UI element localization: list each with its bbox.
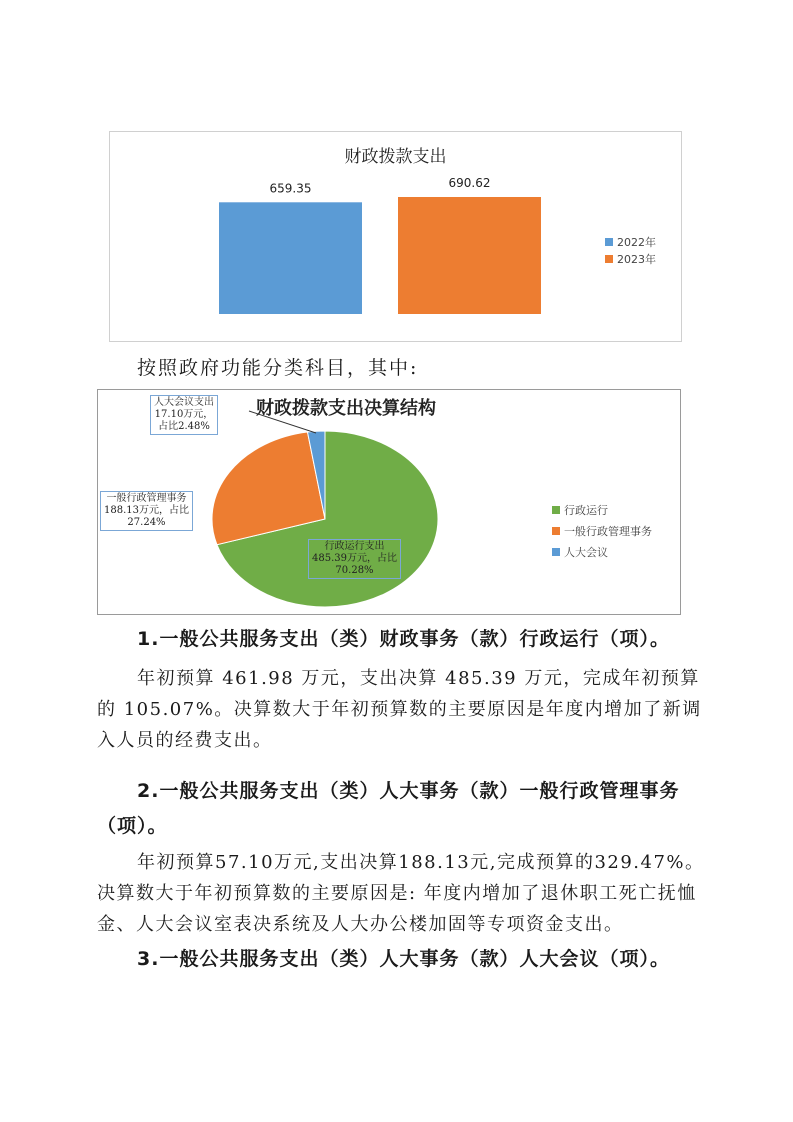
callout-admin-operation xyxy=(308,539,401,579)
legend-label-operation: 行政运行 xyxy=(564,503,608,517)
section-2-paragraph: 年初预算57.10万元,支出决算188.13元,完成预算的329.47%。决算数大于年初预算数的主要原因是: 年度内增加了退休职工死亡抚恤金、人大会议室表决系统及人大办公楼加固等专项资金支出。 xyxy=(97,852,705,935)
section-1-heading: 1.一般公共服务支出（类）财政事务（款）行政运行（项）。 xyxy=(137,628,670,650)
bar-chart-title: 财政拨款支出 xyxy=(344,147,447,167)
legend-swatch-2023 xyxy=(605,255,613,263)
callout-npc-line1: 人大会议支出 xyxy=(154,397,214,408)
section-2-heading-line1: 2.一般公共服务支出（类）人大事务（款）一般行政管理事务 xyxy=(137,780,680,802)
pie-chart-legend xyxy=(552,499,652,562)
callout-operation-line1: 行政运行支出 xyxy=(324,541,385,552)
callout-operation-line2: 485.39万元，占比 xyxy=(312,553,397,564)
legend-label-2023: 2023年 xyxy=(617,252,656,266)
legend-item-2022 xyxy=(605,233,656,250)
bar-chart-legend xyxy=(605,233,656,267)
section-1-paragraph: 年初预算 461.98 万元，支出决算 485.39 万元，完成年初预算的 105.07%。决算数大于年初预算数的主要原因是年度内增加了新调入人员的经费支出。 xyxy=(97,668,702,751)
callout-admin-line2: 188.13万元，占比 xyxy=(104,505,189,516)
legend-swatch-general-admin xyxy=(552,527,560,535)
callout-npc-line3: 占比2.48% xyxy=(158,421,210,432)
bar-data-label-2022年: 659.35 xyxy=(269,181,312,196)
callout-npc-line2: 17.10万元， xyxy=(154,409,214,420)
section-3-heading: 3.一般公共服务支出（类）人大事务（款）人大会议（项）。 xyxy=(137,948,670,970)
legend-label-general-admin: 一般行政管理事务 xyxy=(564,524,652,538)
legend-label-npc-meeting: 人大会议 xyxy=(564,545,608,559)
section-2-heading-line2: （项）。 xyxy=(97,815,168,837)
callout-admin-line1: 一般行政管理事务 xyxy=(106,493,187,504)
bar-2023年 xyxy=(398,197,541,314)
pie-chart-expenditure-structure xyxy=(97,389,681,615)
callout-npc-meeting xyxy=(150,395,218,435)
legend-item-operation xyxy=(552,499,652,520)
legend-label-2022: 2022年 xyxy=(617,235,656,249)
callout-admin-line3: 27.24% xyxy=(127,517,166,528)
legend-item-npc-meeting xyxy=(552,541,652,562)
legend-swatch-2022 xyxy=(605,238,613,246)
bar-data-label-2023年: 690.62 xyxy=(448,176,491,190)
intro-text: 按照政府功能分类科目，其中: xyxy=(137,357,419,379)
callout-operation-line3: 70.28% xyxy=(335,565,374,576)
bar-chart-fiscal-expenditure xyxy=(109,131,682,342)
callout-general-admin xyxy=(100,491,193,531)
bar-2022年 xyxy=(219,202,362,314)
pie-chart-title: 财政拨款支出决算结构 xyxy=(256,398,436,419)
legend-item-general-admin xyxy=(552,520,652,541)
legend-swatch-operation xyxy=(552,506,560,514)
legend-swatch-npc-meeting xyxy=(552,548,560,556)
legend-item-2023 xyxy=(605,250,656,267)
bar-chart-plot xyxy=(110,132,681,341)
